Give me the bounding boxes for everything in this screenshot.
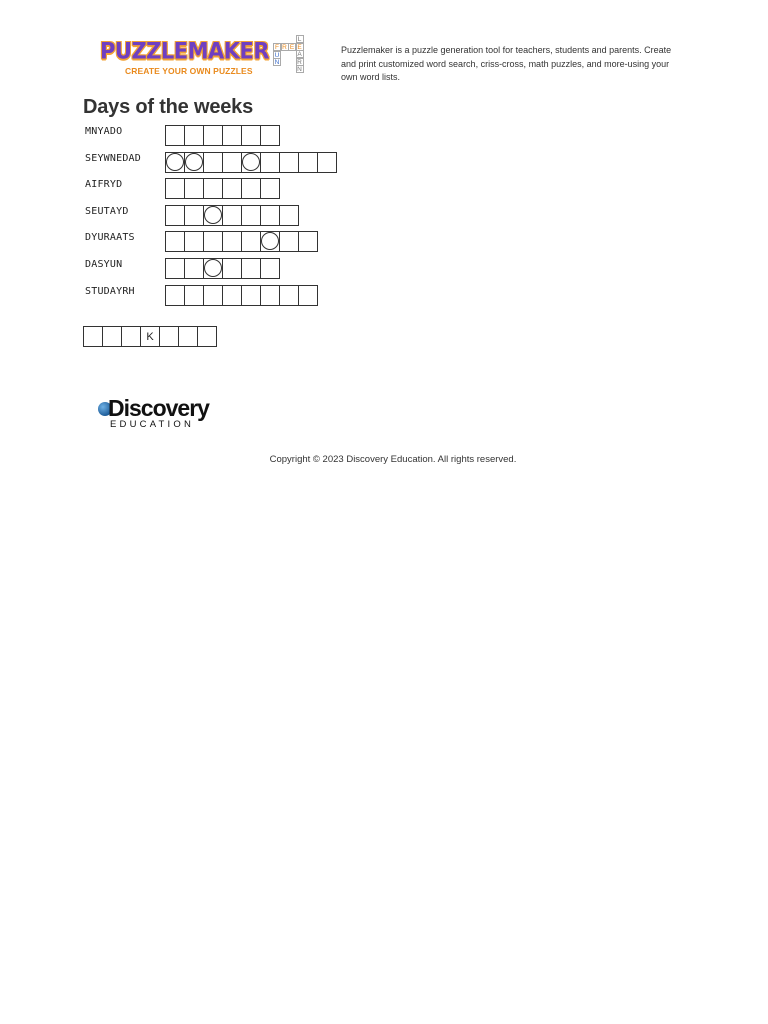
- letter-box[interactable]: [222, 205, 242, 226]
- letter-box[interactable]: [165, 231, 185, 252]
- scrambled-word: MNYADO: [85, 126, 123, 137]
- mini-fun-letter: N: [274, 59, 280, 66]
- letter-box[interactable]: [317, 152, 337, 173]
- final-answer-boxes: [83, 326, 217, 347]
- letter-box[interactable]: [279, 205, 299, 226]
- scrambled-word: DASYUN: [85, 259, 123, 270]
- mini-free-letter: E: [297, 44, 302, 51]
- scrambled-word: SEYWNEDAD: [85, 152, 141, 164]
- education-wordmark: EDUCATION: [110, 419, 195, 430]
- letter-box[interactable]: [165, 178, 185, 199]
- circled-letter-box[interactable]: [165, 152, 185, 173]
- mini-free-letter: F: [273, 43, 281, 51]
- letter-box[interactable]: [222, 231, 242, 252]
- letter-box[interactable]: [260, 258, 280, 279]
- letter-box[interactable]: [184, 125, 204, 146]
- letter-box[interactable]: [184, 178, 204, 199]
- scrambled-word: SEUTAYD: [85, 205, 129, 217]
- letter-box[interactable]: [298, 285, 318, 306]
- letter-box[interactable]: [260, 285, 280, 306]
- circled-letter-box[interactable]: [203, 205, 223, 226]
- answer-box-row: [165, 258, 280, 279]
- discovery-wordmark: Discovery: [108, 395, 209, 421]
- letter-box[interactable]: [165, 258, 185, 279]
- letter-box[interactable]: [279, 285, 299, 306]
- letter-box[interactable]: [203, 152, 223, 173]
- mini-learn-letter: A: [297, 51, 302, 58]
- final-answer-box[interactable]: [197, 326, 217, 347]
- letter-box[interactable]: [241, 205, 261, 226]
- letter-box[interactable]: [260, 205, 280, 226]
- letter-box[interactable]: [222, 258, 242, 279]
- letter-box[interactable]: [260, 125, 280, 146]
- fun-free-learn-mini-crossword: [273, 34, 313, 82]
- mini-free-letter: R: [282, 44, 287, 51]
- letter-box[interactable]: [260, 178, 280, 199]
- circled-letter-box[interactable]: [203, 258, 223, 279]
- final-answer-box[interactable]: [83, 326, 103, 347]
- scrambled-word: AIFRYD: [85, 179, 123, 191]
- letter-box[interactable]: [241, 258, 261, 279]
- letter-box[interactable]: [241, 285, 261, 306]
- letter-box[interactable]: [203, 125, 223, 146]
- letter-box[interactable]: [184, 205, 204, 226]
- letter-box[interactable]: [184, 231, 204, 252]
- letter-box[interactable]: [279, 152, 299, 173]
- circled-letter-box[interactable]: [184, 152, 204, 173]
- letter-box[interactable]: [222, 125, 242, 146]
- letter-box[interactable]: [260, 152, 280, 173]
- answer-box-row: [165, 205, 299, 226]
- mini-learn-letter: L: [296, 35, 304, 43]
- circled-letter-box[interactable]: [241, 152, 261, 173]
- answer-box-row: [165, 125, 280, 146]
- letter-box[interactable]: [203, 285, 223, 306]
- copyright-text: Copyright © 2023 Discovery Education. All rights reserved.: [269, 454, 517, 465]
- final-answer-box[interactable]: K: [140, 326, 160, 347]
- mini-learn-letter: N: [297, 66, 302, 73]
- mini-fun-letter: U: [274, 51, 280, 59]
- answer-box-row: [165, 178, 280, 199]
- circled-letter-box[interactable]: [260, 231, 280, 252]
- final-answer-box[interactable]: [121, 326, 141, 347]
- letter-box[interactable]: [298, 231, 318, 252]
- letter-box[interactable]: [184, 258, 204, 279]
- discovery-education-logo[interactable]: [98, 397, 228, 433]
- final-answer-box[interactable]: [178, 326, 198, 347]
- letter-box[interactable]: [241, 125, 261, 146]
- letter-box[interactable]: [298, 152, 318, 173]
- mini-free-letter: E: [289, 44, 295, 51]
- letter-box[interactable]: [165, 205, 185, 226]
- letter-box[interactable]: [165, 285, 185, 306]
- letter-box[interactable]: [203, 178, 223, 199]
- letter-box[interactable]: [165, 125, 185, 146]
- scrambled-word: STUDAYRH: [85, 285, 135, 297]
- letter-box[interactable]: [222, 178, 242, 199]
- logo-wordmark: PUZZLEMAKER: [100, 38, 270, 64]
- letter-box[interactable]: [222, 152, 242, 173]
- answer-box-row: [165, 152, 337, 173]
- letter-box[interactable]: [241, 231, 261, 252]
- intro-text: Puzzlemaker is a puzzle generation tool for teachers, students and parents. Create and print customized word search, criss-cross, math puzzles, and more-using your own word lists.: [341, 45, 672, 82]
- answer-box-row: [165, 285, 318, 306]
- answer-box-row: [165, 231, 318, 252]
- final-answer-box[interactable]: [159, 326, 179, 347]
- letter-box[interactable]: [279, 231, 299, 252]
- scrambled-word: DYURAATS: [85, 232, 135, 244]
- letter-box[interactable]: [241, 178, 261, 199]
- puzzlemaker-logo[interactable]: [100, 38, 270, 80]
- logo-tagline: CREATE YOUR OWN PUZZLES: [125, 66, 253, 76]
- letter-box[interactable]: [184, 285, 204, 306]
- letter-box[interactable]: [222, 285, 242, 306]
- letter-box[interactable]: [203, 231, 223, 252]
- puzzle-title: Days of the weeks: [83, 96, 254, 118]
- final-answer-box[interactable]: [102, 326, 122, 347]
- mini-learn-letter: R: [297, 58, 302, 66]
